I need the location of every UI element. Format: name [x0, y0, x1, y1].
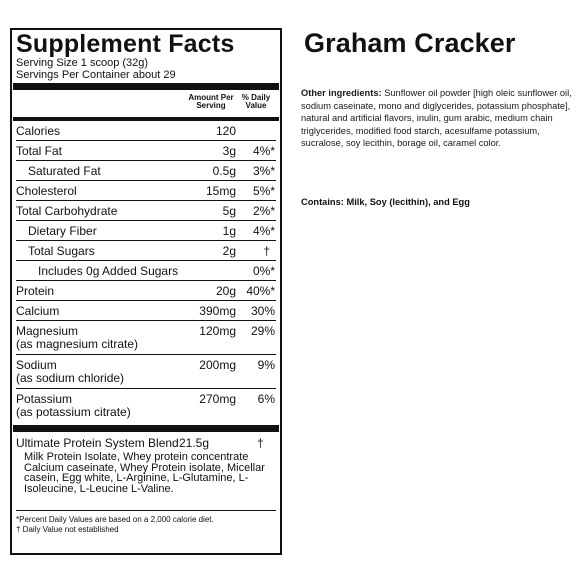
nutrient-label: Includes 0g Added Sugars [38, 264, 179, 278]
nutrient-row-sodium [16, 355, 276, 389]
nutrient-row-total-sugars [16, 241, 276, 261]
footnote-dagger: † Daily Value not established [16, 525, 119, 534]
nutrient-dv: † [263, 244, 270, 258]
nutrient-amount: 120mg [199, 324, 236, 338]
other-ingredients [301, 87, 573, 150]
nutrient-row-added-sugars [16, 261, 276, 281]
nutrient-row-magnesium [16, 321, 276, 355]
header-daily-value: % Daily Value [241, 93, 271, 110]
nutrient-dv: 5%* [252, 184, 275, 198]
servings-per-container: Servings Per Container about 29 [16, 69, 176, 81]
blend-dv: † [257, 436, 264, 450]
blend-ingredients: Milk Protein Isolate, Whey protein concentrate Calcium caseinate, Whey Protein isolate, Micellar casein, Egg white, L-Arginine, L-Glutamine, L-Isoleucine, L-Leucine L-Valine. [24, 451, 265, 495]
nutrient-label: Magnesium [16, 324, 79, 338]
nutrient-row-total-carbohydrate [16, 201, 276, 221]
panel-title: Supplement Facts [16, 30, 235, 58]
nutrient-label: Dietary Fiber [28, 224, 97, 238]
nutrient-label: Calories [16, 124, 61, 138]
nutrient-label: Total Sugars [28, 244, 95, 258]
protein-blend [16, 432, 276, 511]
nutrient-row-potassium [16, 389, 276, 423]
nutrient-amount: 5g [222, 204, 236, 218]
nutrient-amount: 200mg [199, 358, 236, 372]
nutrient-source: (as magnesium citrate) [16, 337, 139, 351]
nutrient-dv: 4%* [252, 144, 275, 158]
nutrient-dv: 0%* [252, 264, 275, 278]
nutrient-row-calcium [16, 301, 276, 321]
nutrient-dv: 2%* [252, 204, 275, 218]
nutrient-label: Total Carbohydrate [16, 204, 118, 218]
nutrient-dv: 3%* [252, 164, 275, 178]
serving-size: Serving Size 1 scoop (32g) [16, 57, 149, 69]
nutrient-rows [16, 121, 276, 423]
product-title: Graham Cracker [304, 28, 516, 58]
nutrient-label: Protein [16, 284, 55, 298]
nutrient-label: Cholesterol [16, 184, 77, 198]
nutrient-amount: 15mg [205, 184, 236, 198]
blend-amount: 21.5g [179, 436, 210, 450]
nutrient-row-dietary-fiber [16, 221, 276, 241]
allergen-statement: Contains: Milk, Soy (lecithin), and Egg [301, 197, 470, 207]
nutrient-label: Saturated Fat [28, 164, 101, 178]
nutrient-label: Total Fat [16, 144, 63, 158]
nutrient-label: Calcium [16, 304, 60, 318]
nutrient-row-total-fat [16, 141, 276, 161]
nutrient-dv: 4%* [252, 224, 275, 238]
nutrient-amount: 20g [215, 284, 236, 298]
blend-name: Ultimate Protein System Blend [16, 436, 179, 450]
nutrient-label: Sodium [16, 358, 57, 372]
nutrient-source: (as potassium citrate) [16, 405, 131, 419]
supplement-facts-panel [10, 28, 282, 555]
other-ingredients-text: Sunflower oil powder [high oleic sunflower oil, sodium caseinate, mono and diglycerides, potassium phosphate], natural and artificial flavors, inulin, gum arabic, medium chain triglycerides, modified food starch, acesulfame potassium, sucralose, soy lecithin, borage oil, caramel color. [301, 88, 572, 148]
thick-divider [13, 83, 279, 90]
nutrient-label: Potassium [16, 392, 73, 406]
nutrient-amount: 3g [222, 144, 236, 158]
header-amount: Amount Per Serving [188, 93, 234, 110]
nutrient-amount: 2g [222, 244, 236, 258]
nutrient-amount: 0.5g [212, 164, 236, 178]
nutrient-source: (as sodium chloride) [16, 371, 125, 385]
footnotes [16, 511, 276, 535]
nutrient-dv: 30% [250, 304, 275, 318]
nutrient-dv: 29% [250, 324, 275, 338]
nutrient-row-protein [16, 281, 276, 301]
nutrient-amount: 120 [215, 124, 236, 138]
nutrient-amount: 270mg [199, 392, 236, 406]
nutrient-dv: 9% [257, 358, 275, 372]
nutrient-row-calories [16, 121, 276, 141]
nutrient-amount: 390mg [199, 304, 236, 318]
nutrient-dv: 40%* [246, 284, 275, 298]
nutrient-row-saturated-fat [16, 161, 276, 181]
nutrient-row-cholesterol [16, 181, 276, 201]
other-ingredients-label: Other ingredients: [301, 88, 382, 98]
column-header [16, 90, 276, 117]
footnote-daily-values: *Percent Daily Values are based on a 2,000 calorie diet. [16, 515, 214, 524]
blend-divider [13, 425, 279, 432]
nutrient-dv: 6% [257, 392, 275, 406]
nutrient-amount: 1g [222, 224, 236, 238]
